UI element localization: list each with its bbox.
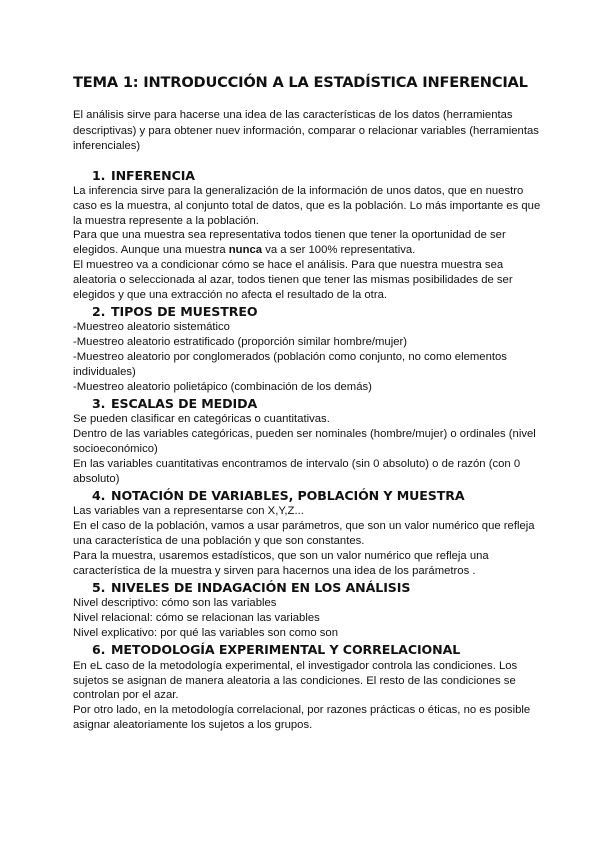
section-number: 1. (92, 167, 106, 183)
section-paragraph: Dentro de las variables categóricas, pueden ser nominales (hombre/mujer) o ordinales (nivel socioeconómico) (73, 428, 536, 455)
section-paragraph: Para la muestra, usaremos estadísticos, que son un valor numérico que refleja una característica de la muestra y sirven para hacernos una idea de los parámetros . (73, 549, 489, 577)
section-heading-notacion (73, 486, 543, 504)
section-title: NIVELES DE INDAGACIÓN EN LOS ANÁLISIS (111, 579, 411, 595)
section-paragraph (73, 228, 543, 258)
section-number: 2. (92, 303, 106, 319)
list-item: -Muestreo aleatorio por conglomerados (población como conjunto, no como elementos individuales) (73, 350, 507, 378)
section-number: 3. (92, 395, 106, 411)
section-paragraph: En eL caso de la metodología experimental, el investigador controla las condiciones. Los sujetos se asignan de manera aleatoria a las condiciones. El resto de las condiciones se controlan por el azar. (73, 659, 518, 702)
section-paragraph: Nivel descriptivo: cómo son las variables (73, 597, 277, 610)
section-paragraph: Nivel explicativo: por qué las variables son como son (73, 626, 338, 639)
section-heading-escalas-de-medida (73, 394, 543, 412)
section-number: 5. (92, 579, 106, 595)
section-paragraph: Se pueden clasificar en categóricas o cuantitativas. (73, 413, 330, 426)
section-number: 4. (92, 487, 106, 503)
list-item: -Muestreo aleatorio sistemático (73, 321, 230, 334)
section-number: 6. (92, 642, 106, 658)
section-title: INFERENCIA (111, 167, 195, 183)
section-paragraph: Nivel relacional: cómo se relacionan las variables (73, 612, 320, 625)
section-paragraph: La inferencia sirve para la generalización de la información de unos datos, que en nuestro caso es la muestra, al conjunto total de datos, que es la población. Lo más importante es que la muestra represente a la población. (73, 185, 541, 227)
list-item: -Muestreo aleatorio estratificado (proporción similar hombre/mujer) (73, 336, 408, 349)
section-heading-inferencia (73, 166, 543, 184)
paragraph-text: va a ser 100% representativa. (265, 244, 416, 257)
section-heading-metodologia (73, 641, 543, 659)
section-title: TIPOS DE MUESTREO (111, 303, 258, 319)
emphasis-text: nunca (228, 244, 263, 257)
section-title: ESCALAS DE MEDIDA (111, 395, 258, 411)
section-heading-niveles (73, 578, 543, 596)
section-title: METODOLOGÍA EXPERIMENTAL Y CORRELACIONAL (111, 642, 461, 658)
paragraph-text: Para que una muestra sea representativa todos tienen que tener la oportunidad de ser elegidos. Aunque una muestra (73, 229, 506, 257)
section-title: NOTACIÓN DE VARIABLES, POBLACIÓN Y MUESTRA (111, 487, 465, 503)
section-paragraph: En las variables cuantitativas encontramos de intervalo (sin 0 absoluto) o de razón (con 0 absoluto) (73, 457, 521, 485)
document-body (73, 166, 543, 733)
section-paragraph: Por otro lado, en la metodología correlacional, por razones prácticas o éticas, no es posible asignar aleatoriamente los sujetos a los grupos. (73, 704, 531, 731)
section-paragraph: Las variables van a representarse con X,Y,Z... (73, 505, 304, 518)
section-paragraph: El muestreo va a condicionar cómo se hace el análisis. Para que nuestra muestra sea aleatoria o seleccionada al azar, todos tienen que tener las mismas posibilidades de ser elegidos y que una extracción no afecta el resultado de la otra. (73, 258, 513, 301)
page-title: TEMA 1: INTRODUCCIÓN A LA ESTADÍSTICA INFERENCIAL (73, 74, 528, 91)
section-heading-tipos-de-muestreo (73, 302, 543, 320)
list-item: -Muestreo aleatorio polietápico (combinación de los demás) (73, 380, 372, 393)
section-paragraph: En el caso de la población, vamos a usar parámetros, que son un valor numérico que refleja una característica de una población y que son constantes. (73, 520, 535, 547)
intro-paragraph: El análisis sirve para hacerse una idea de las características de los datos (herramientas descriptivas) y para obtener nuev información, comparar o relacionar variables (herramientas inferenciales) (73, 109, 539, 152)
